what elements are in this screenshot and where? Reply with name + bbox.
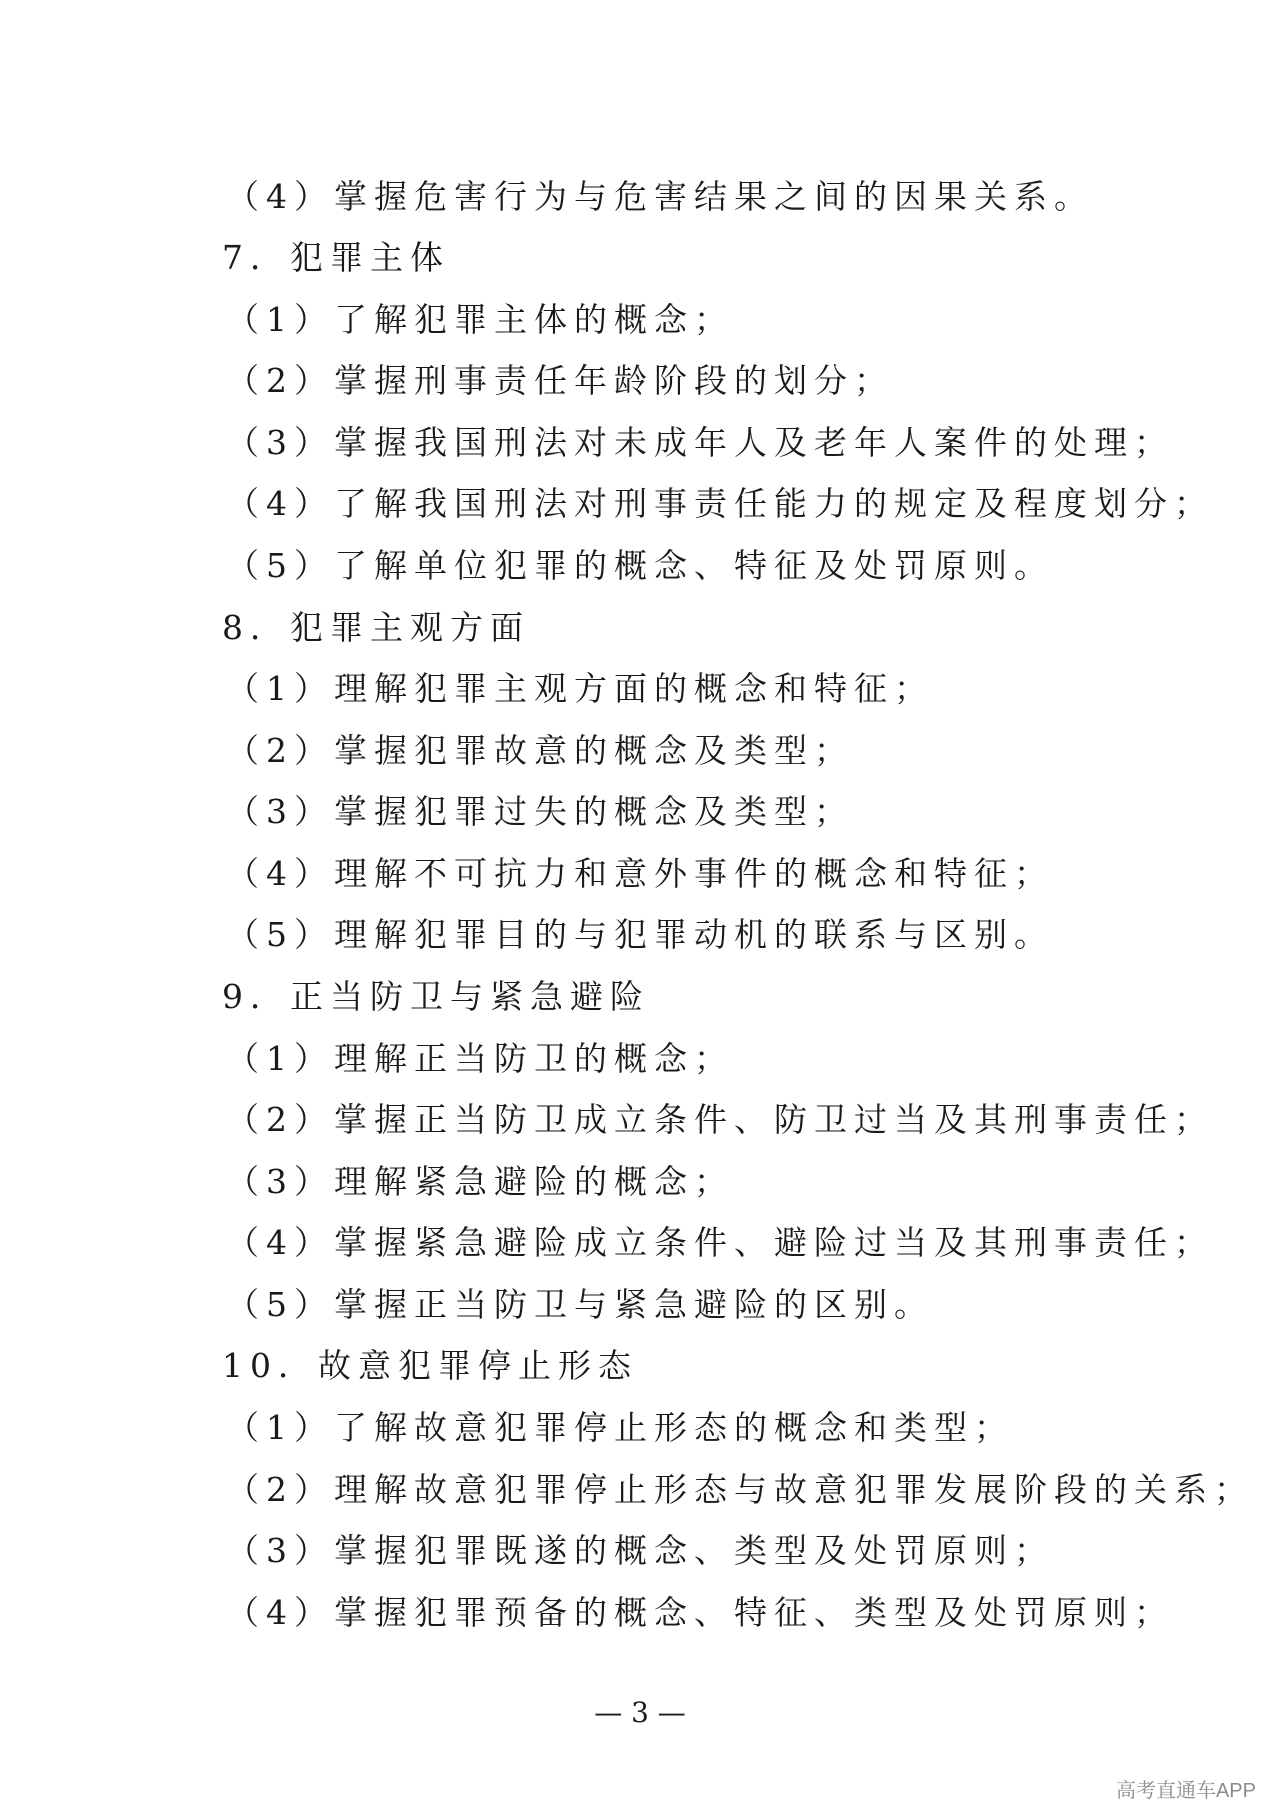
page-number: — 3 — [594,1696,686,1729]
list-item: （3）掌握犯罪过失的概念及类型； [226,792,854,831]
list-item: （1）了解犯罪主体的概念； [226,300,734,339]
list-item: （1）理解正当防卫的概念； [226,1039,734,1078]
list-item: （5）掌握正当防卫与紧急避险的区别。 [226,1285,934,1324]
list-item: （4）理解不可抗力和意外事件的概念和特征； [226,854,1054,893]
section-heading: 8．犯罪主观方面 [222,608,530,647]
list-item: （4）掌握犯罪预备的概念、特征、类型及处罚原则； [226,1593,1174,1632]
list-item: （3）掌握犯罪既遂的概念、类型及处罚原则； [226,1531,1054,1570]
list-item: （3）掌握我国刑法对未成年人及老年人案件的处理； [226,423,1174,462]
list-item: （5）了解单位犯罪的概念、特征及处罚原则。 [226,546,1054,585]
list-item: （1）理解犯罪主观方面的概念和特征； [226,669,934,708]
list-item: （4）了解我国刑法对刑事责任能力的规定及程度划分； [226,484,1214,523]
section-heading: 9．正当防卫与紧急避险 [222,977,650,1016]
section-heading: 10．故意犯罪停止形态 [222,1346,638,1385]
list-item: （2）理解故意犯罪停止形态与故意犯罪发展阶段的关系； [226,1470,1254,1509]
list-item: （1）了解故意犯罪停止形态的概念和类型； [226,1408,1014,1447]
list-item: （2）掌握犯罪故意的概念及类型； [226,731,854,770]
watermark: 高考直通车APP [1115,1780,1256,1802]
list-item: （2）掌握正当防卫成立条件、防卫过当及其刑事责任； [226,1100,1214,1139]
list-item: （2）掌握刑事责任年龄阶段的划分； [226,361,894,400]
list-item: （4）掌握危害行为与危害结果之间的因果关系。 [226,177,1094,216]
list-item: （4）掌握紧急避险成立条件、避险过当及其刑事责任； [226,1223,1214,1262]
list-item: （3）理解紧急避险的概念； [226,1162,734,1201]
list-item: （5）理解犯罪目的与犯罪动机的联系与区别。 [226,915,1054,954]
section-heading: 7．犯罪主体 [222,238,450,277]
